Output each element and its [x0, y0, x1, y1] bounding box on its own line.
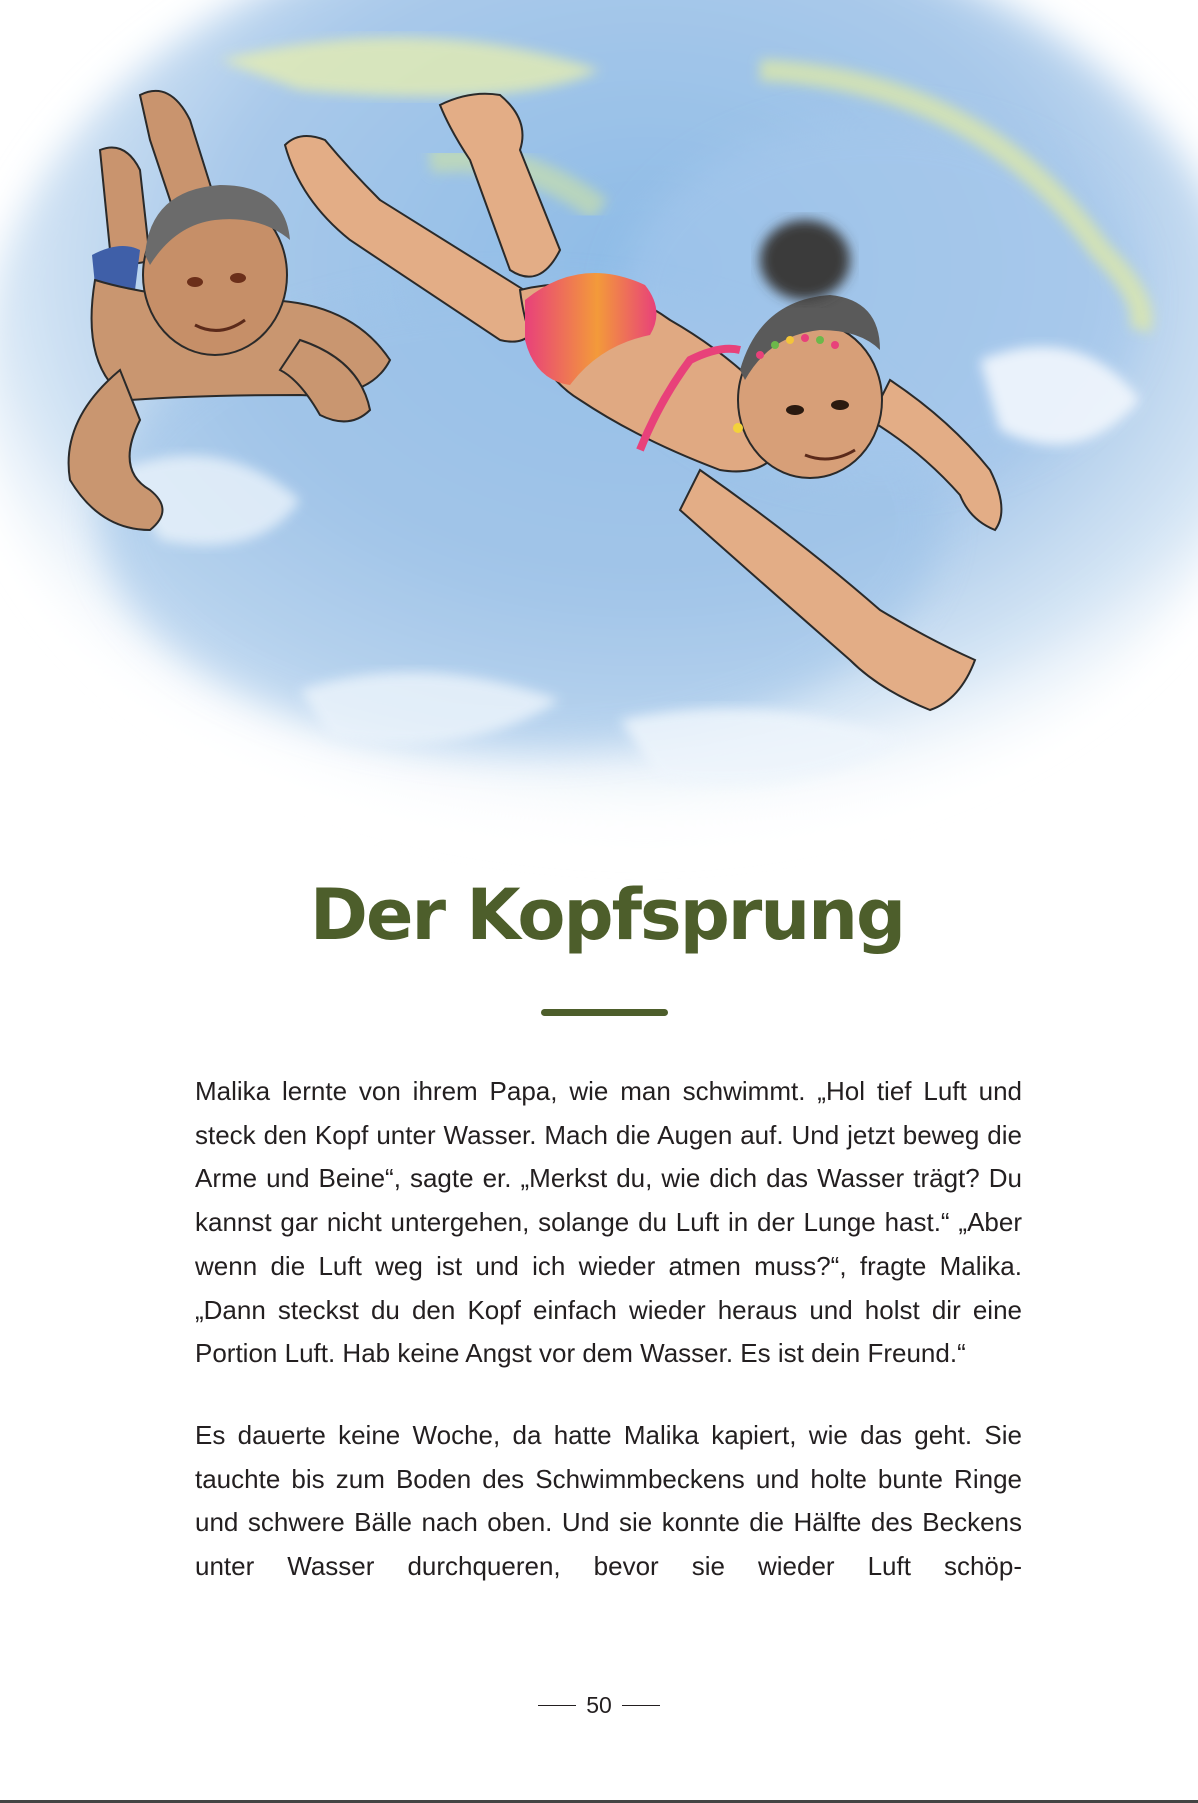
story-body: [195, 1070, 1022, 1589]
page-number-right-dash: [622, 1705, 660, 1706]
paragraph-1: Malika lernte von ihrem Papa, wie man schwimmt. „Hol tief Luft und steck den Kopf unter Wasser. Mach die Augen auf. Und jetzt beweg die Arme und Beine“, sagte er. „Merkst du, wie dich das Wasser trägt? Du kannst gar nicht untergehen, solange du Luft in der Lunge hast.“ „Aber wenn die Luft weg ist und ich wieder atmen muss?“, fragte Malika. „Dann steckst du den Kopf einfach wieder heraus und holst dir eine Portion Luft. Hab keine Angst vor dem Wasser. Es ist dein Freund.“: [195, 1076, 1022, 1369]
story-title: Der Kopfsprung: [309, 874, 905, 956]
title-underline: [541, 1009, 668, 1016]
page-number-left-dash: [538, 1705, 576, 1706]
page-number: 50: [586, 1692, 612, 1718]
page-number-footer: [0, 1692, 1198, 1719]
paragraph-2: Es dauerte keine Woche, da hatte Malika kapiert, wie das geht. Sie tauchte bis zum Boden des Schwimmbeckens und holte bunte Ringe und schwere Bälle nach oben. Und sie konnte die Hälfte des Beckens unter Wasser durchqueren, bevor sie wieder Luft schöp-: [195, 1419, 1022, 1582]
